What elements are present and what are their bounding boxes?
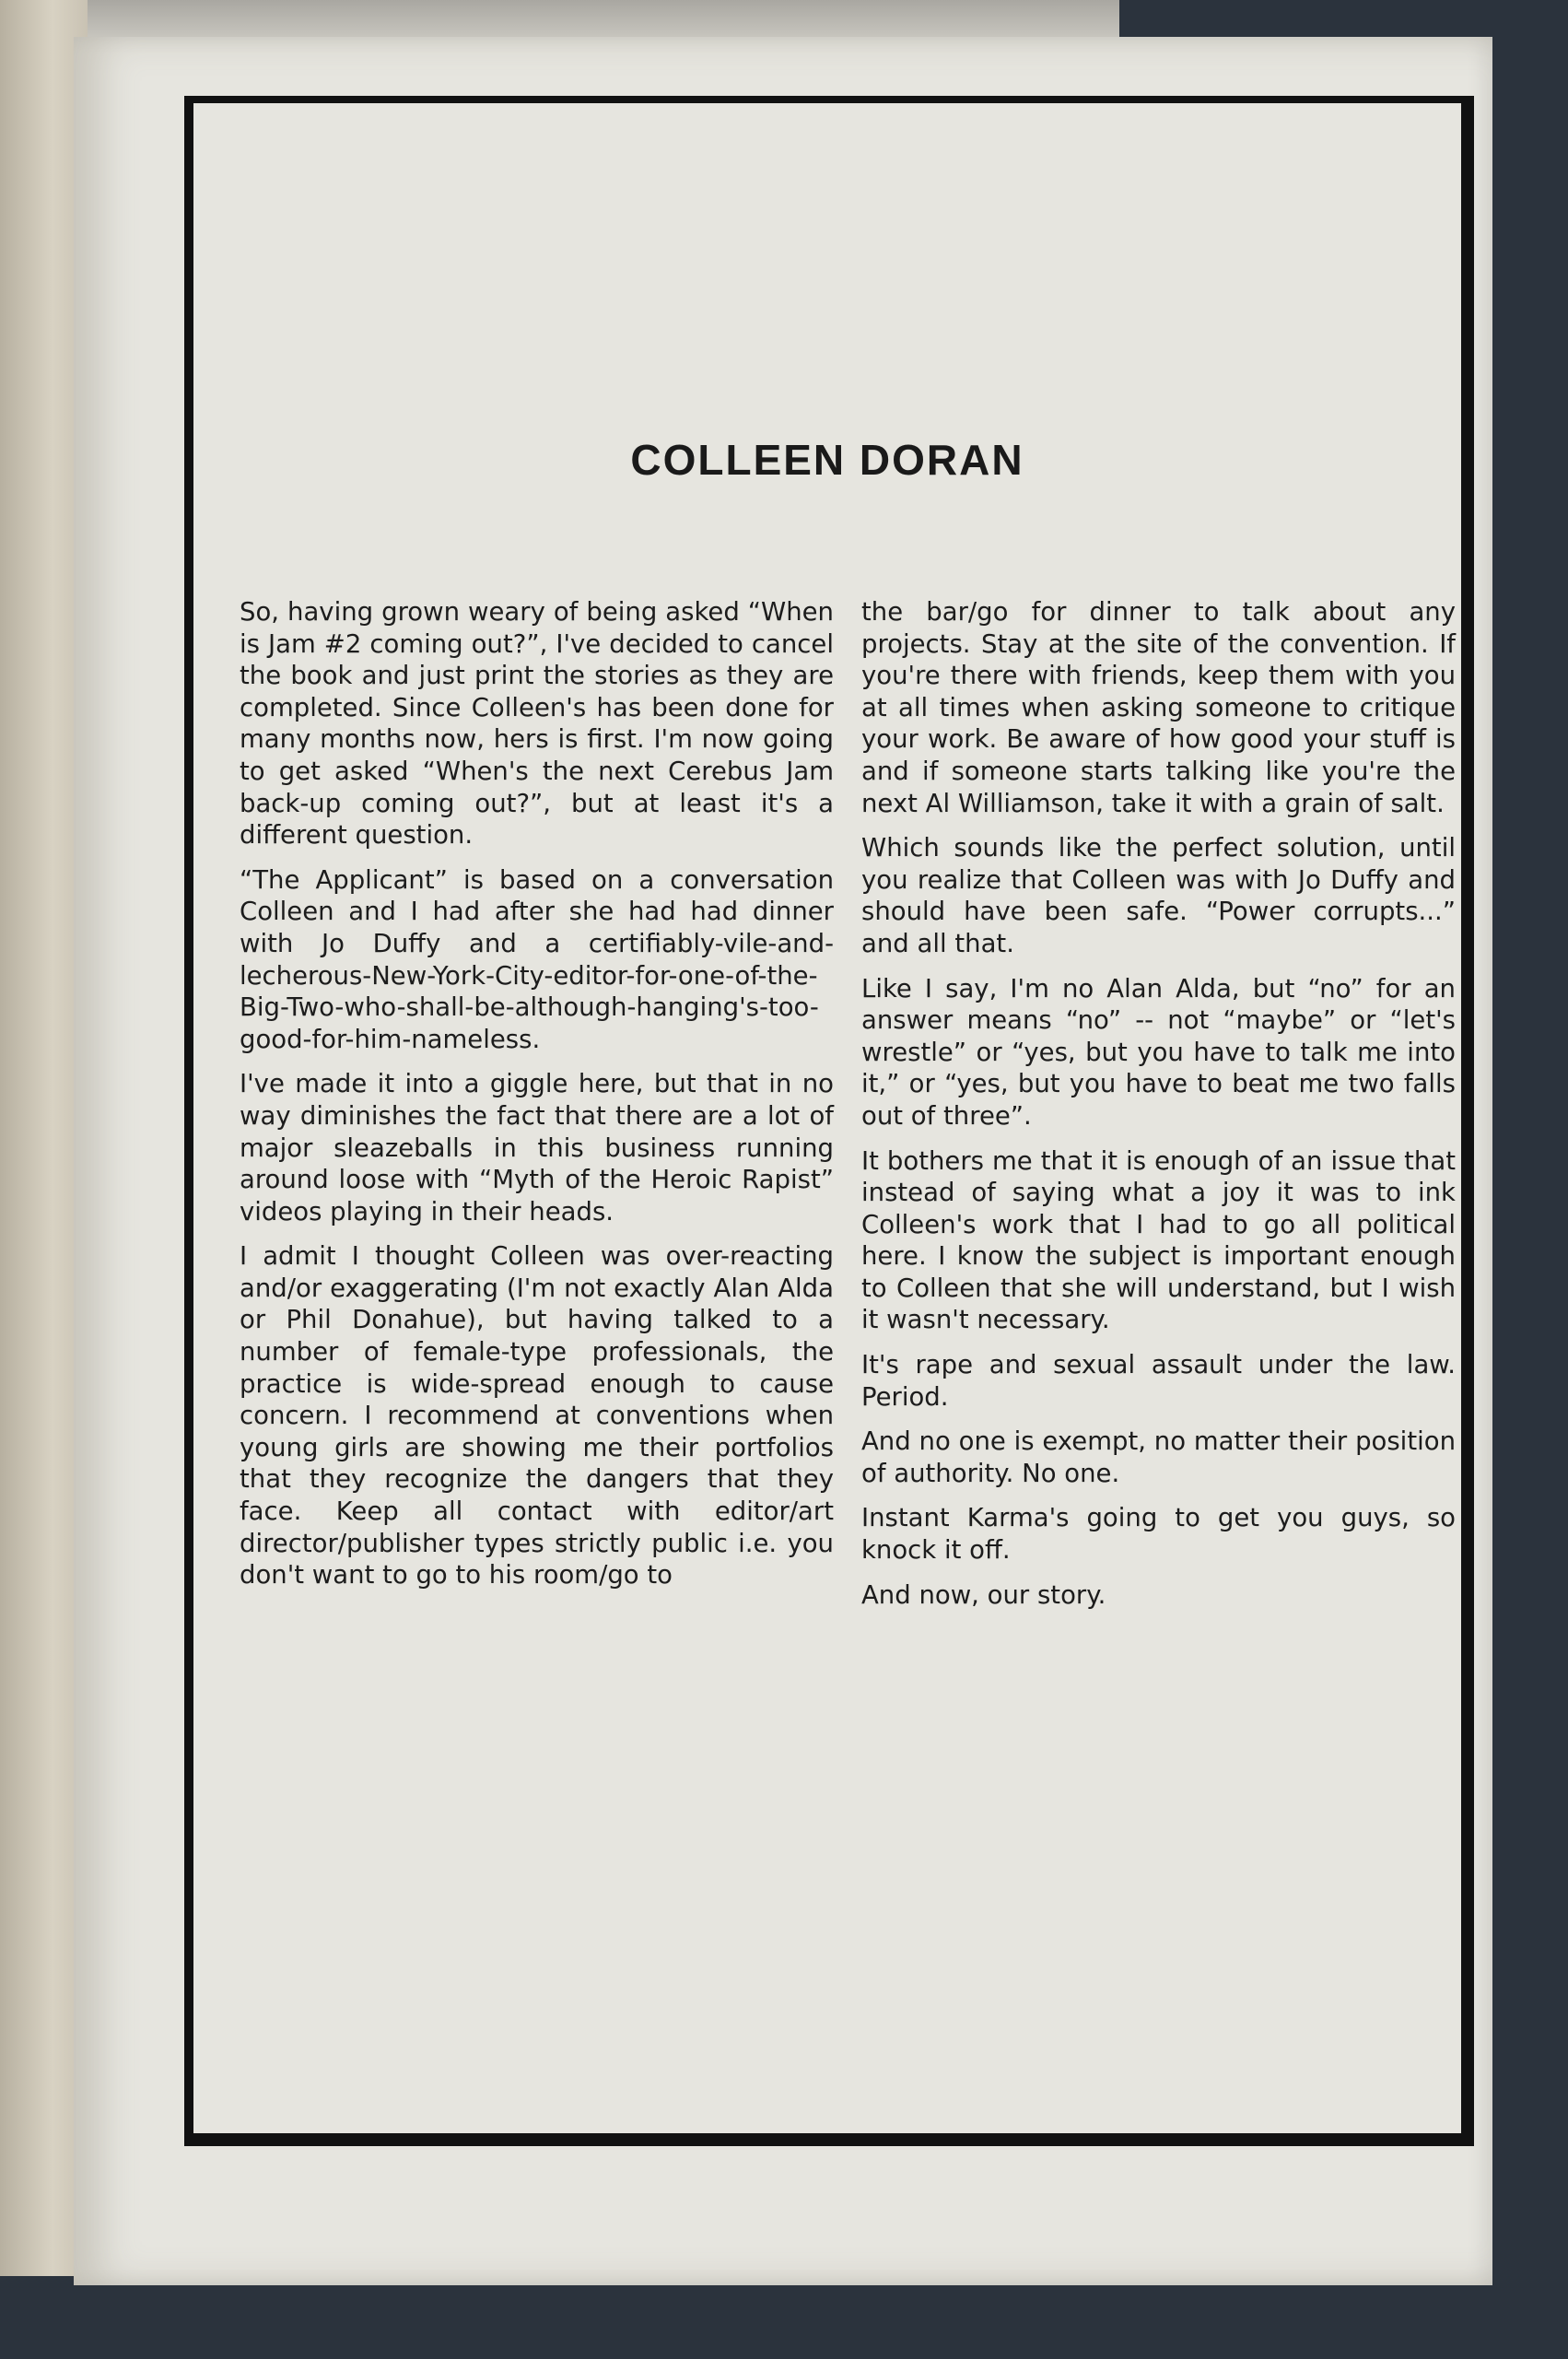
paragraph: I've made it into a giggle here, but that in no way diminishes the fact that there are a lot of major sleazeballs in this business running around loose with “Myth of the Heroic Rapist” videos playing in their heads. xyxy=(240,1069,834,1226)
paragraph: And no one is exempt, no matter their position of authority. No one. xyxy=(861,1426,1456,1488)
paragraph: I admit I thought Colleen was over-reacting and/or exaggerating (I'm not exactly Alan Alda or Phil Donahue), but having talked to a number of female-type professionals, the practice is wide-spread enough to cause concern. I recommend at conventions when young girls are showing me their portfolios that they recognize the dangers that they face. Keep all contact with editor/art director/publisher types strictly public i.e. you don't want to go to his room/go to xyxy=(240,1241,834,1590)
paragraph: the bar/go for dinner to talk about any projects. Stay at the site of the convention. If you're there with friends, keep them with you at all times when asking someone to critique your work. Be aware of how good your stuff is and if someone starts talking like you're the next Al Williamson, take it with a grain of salt. xyxy=(861,597,1456,818)
paragraph: It bothers me that it is enough of an issue that instead of saying what a joy it was to ink Colleen's work that I had to go all political here. I know the subject is important enough to Colleen that she will understand, but I wish it wasn't necessary. xyxy=(861,1145,1456,1335)
right-column xyxy=(861,596,1456,1624)
article-title: COLLEEN DORAN xyxy=(630,436,1024,484)
page-border-frame xyxy=(184,96,1474,2146)
paragraph: It's rape and sexual assault under the law. Period. xyxy=(861,1350,1456,1412)
paragraph: Which sounds like the perfect solution, until you realize that Colleen was with Jo Duffy and should have been safe. “Power corrupts...” and all that. xyxy=(861,833,1456,958)
paragraph: And now, our story. xyxy=(861,1579,1106,1610)
top-page-edge xyxy=(88,0,1119,41)
left-column xyxy=(240,596,834,1604)
paragraph: Like I say, I'm no Alan Alda, but “no” for an answer means “no” -- not “maybe” or “let's wrestle” or “yes, but you have to talk me into it,” or “yes, but you have to beat me two falls out of three”. xyxy=(861,973,1456,1131)
paragraph: Instant Karma's going to get you guys, so knock it off. xyxy=(861,1503,1456,1566)
magazine-page xyxy=(74,37,1492,2285)
paragraph: So, having grown weary of being asked “When is Jam #2 coming out?”, I've decided to cancel the book and just print the stories as they are completed. Since Colleen's has been done for many months now, hers is first. I'm now going to get asked “When's the next Cerebus Jam back-up coming out?”, but at least it's a different question. xyxy=(240,597,834,851)
paragraph: “The Applicant” is based on a conversation Colleen and I had after she had had dinner with Jo Duffy and a certifiably-vile-and-lecherous-New-York-City-editor-for-one-of-the-Big-Two-who-shall-be-although-hanging's-too-good-for-him-nameless. xyxy=(240,864,834,1054)
